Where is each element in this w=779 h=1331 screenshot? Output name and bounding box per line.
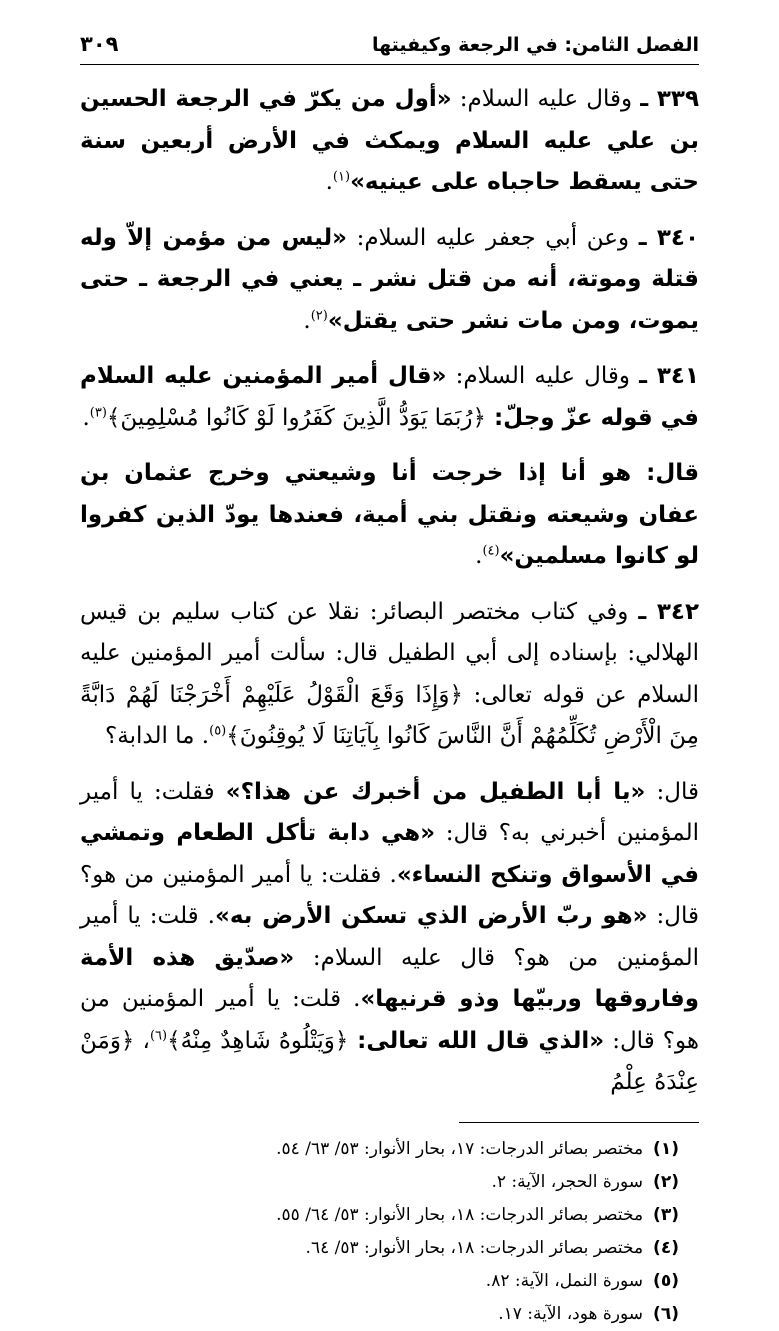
quran-verse: ﴿وَإِذَا وَقَعَ الْقَوْلُ عَلَيْهِمْ أَخْرَجْنَا لَهُمْ دَابَّةً مِنَ الْأَرْضِ تُكَلِّمُهُمْ أَنَّ النَّاسَ كَانُوا بِآيَاتِنَا لَا يُوقِنُونَ﴾ — [80, 681, 699, 749]
quran-verse: ﴿وَيَتْلُوهُ شَاهِدٌ مِنْهُ﴾ — [167, 1027, 349, 1054]
hadith-quote: «ليس من مؤمن إلاّ وله قتلة وموتة، أنه من قتل نشر ـ يعني في الرجعة ـ حتى يموت، ومن مات نشر حتى يقتل» — [80, 224, 699, 334]
footnote-ref[interactable]: (١) — [332, 169, 351, 185]
punctuation: . — [303, 307, 311, 334]
footnote-text: مختصر بصائر الدرجات: ١٧، بحار الأنوار: ٥٣/ ٦٣/ ٥٤. — [276, 1138, 644, 1159]
hadith-339 — [80, 79, 699, 204]
running-header — [80, 30, 699, 65]
footnote-ref[interactable]: (٥) — [209, 723, 227, 739]
hadith-341-continued — [80, 453, 699, 578]
hadith-341 — [80, 356, 699, 439]
footnote-separator — [459, 1122, 699, 1123]
hadith-number: ٣٤٢ ـ — [638, 598, 699, 625]
footnote-item — [80, 1166, 679, 1199]
quote: «هو ربّ الأرض الذي تسكن الأرض به» — [215, 903, 648, 929]
footnote-number: (٣) — [653, 1204, 679, 1225]
quran-verse: ﴿رُبَمَا يَوَدُّ الَّذِينَ كَفَرُوا لَوْ كَانُوا مُسْلِمِينَ﴾ — [106, 404, 486, 431]
footnote-number: (٤) — [653, 1237, 679, 1258]
quote: «صدّيق هذه الأمة وفاروقها وربيّها وذو قرنيها» — [80, 944, 699, 1012]
footnote-ref[interactable]: (٤) — [482, 543, 500, 559]
punctuation: . — [82, 404, 90, 431]
hadith-intro: وقال عليه السلام: — [451, 86, 641, 112]
hadith-quote: «قال أمير المؤمنين عليه السلام في قوله عزّ وجلّ: — [80, 363, 699, 431]
text: قال: — [645, 778, 699, 805]
footnote-text: سورة الحجر، الآية: ٢. — [491, 1171, 644, 1192]
hadith-quote: «أول من يكرّ في الرجعة الحسين بن علي عليه السلام ويمكث في الأرض أربعين سنة حتى يسقط حاجباه على عينيه» — [80, 86, 699, 195]
footnote-number: (٥) — [653, 1270, 679, 1291]
footnotes — [80, 1133, 699, 1331]
hadith-intro: وقال عليه السلام: — [446, 363, 640, 389]
text: . قلت: يا أمير المؤمنين من هو؟ قال عليه السلام: — [80, 903, 699, 971]
footnote-text: مختصر بصائر الدرجات: ١٨، بحار الأنوار: ٥٣/ ٦٤/ ٥٥. — [276, 1204, 644, 1225]
footnote-item — [80, 1232, 679, 1265]
hadith-number: ٣٤٠ ـ — [638, 224, 699, 251]
punctuation: . — [325, 169, 333, 195]
hadith-text: وفي كتاب مختصر البصائر: نقلا عن كتاب سليم بن قيس الهلالي: بإسناده إلى أبي الطفيل قال: سألت أمير المؤمنين عليه السلام عن قوله تعالى: — [80, 598, 700, 708]
text: فقلت: يا أمير المؤمنين أخبرني به؟ قال: — [80, 778, 700, 846]
hadith-342 — [80, 592, 699, 758]
hadith-342-continued — [80, 772, 699, 1104]
footnote-ref[interactable]: (٦) — [149, 1027, 168, 1043]
hadith-text-end: . ما الدابة؟ — [105, 723, 210, 749]
quote: «يا أبا الطفيل من أخبرك عن هذا؟» — [225, 778, 646, 805]
hadith-quote: قال: هو أنا إذا خرجت أنا وشيعتي وخرج عثمان بن عفان وشيعته ونقتل بني أمية، فعندها يودّ الذين كفروا لو كانوا مسلمين» — [80, 460, 699, 569]
main-text — [80, 79, 699, 1331]
chapter-title: الفصل الثامن: في الرجعة وكيفيتها — [371, 34, 699, 56]
quran-verse: ﴿وَمَنْ عِنْدَهُ عِلْمُ — [80, 1027, 699, 1095]
text: ، — [134, 1027, 150, 1054]
footnote-number: (٢) — [653, 1171, 679, 1192]
footnote-item — [80, 1298, 679, 1331]
footnote-ref[interactable]: (٢) — [310, 307, 328, 323]
hadith-340 — [80, 218, 699, 343]
quote: «هي دابة تأكل الطعام وتمشي في الأسواق وتنكح النساء» — [80, 820, 700, 888]
punctuation: . — [475, 543, 483, 569]
footnote-ref[interactable]: (٣) — [89, 404, 107, 420]
page-number: ٣٠٩ — [80, 32, 119, 56]
footnote-number: (١) — [653, 1138, 679, 1159]
text: . فقلت: يا أمير المؤمنين من هو؟ قال: — [80, 861, 700, 929]
hadith-number: ٣٣٩ ـ — [640, 86, 699, 112]
hadith-number: ٣٤١ ـ — [639, 363, 699, 389]
footnote-item — [80, 1199, 679, 1232]
footnote-item — [80, 1133, 679, 1166]
footnote-text: سورة النمل، الآية: ٨٢. — [485, 1270, 644, 1291]
quote: «الذي قال الله تعالى: — [348, 1027, 605, 1054]
hadith-intro: وعن أبي جعفر عليه السلام: — [346, 224, 639, 251]
footnote-text: مختصر بصائر الدرجات: ١٨، بحار الأنوار: ٥٣/ ٦٤. — [305, 1237, 644, 1258]
footnote-item — [80, 1265, 679, 1298]
text: . قلت: يا أمير المؤمنين من هو؟ قال: — [80, 986, 700, 1054]
footnote-text: سورة هود، الآية: ١٧. — [498, 1303, 644, 1324]
footnote-number: (٦) — [653, 1303, 679, 1324]
